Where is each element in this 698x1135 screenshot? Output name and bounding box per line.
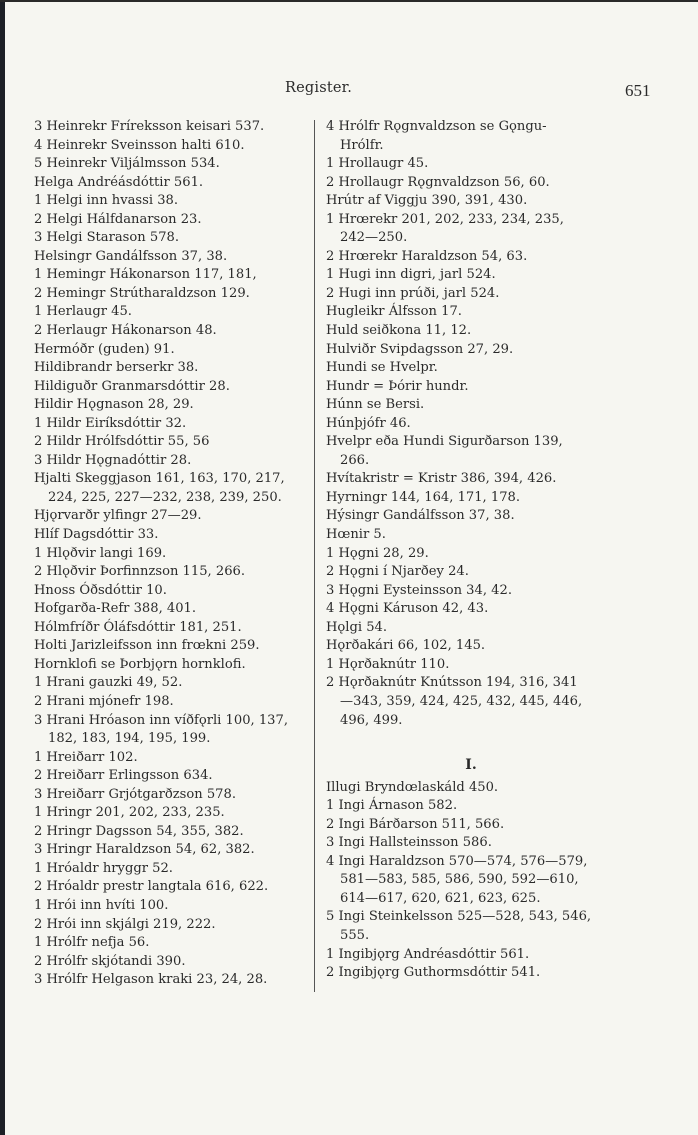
running-title: Register.: [285, 80, 353, 96]
index-entry: 1 Hildr Eiríksdóttir 32.: [34, 415, 187, 431]
index-entry: Hlíf Dagsdóttir 33.: [34, 527, 159, 543]
index-entry: 2 Hringr Dagsson 54, 355, 382.: [34, 823, 244, 839]
index-entry: Hœnir 5.: [326, 527, 386, 543]
index-entry: Húnn se Bersi.: [326, 397, 425, 413]
index-entry: 3 Hreiðarr Grjótgarðzson 578.: [34, 786, 236, 802]
index-entry: 2 Hlǫðvir Þorfinnzson 115, 266.: [34, 564, 246, 580]
index-entry: 1 Hǫgni 28, 29.: [326, 545, 429, 561]
index-entry: 2 Ingi Bárðarson 511, 566.: [326, 816, 505, 832]
index-entry: 2 Hemingr Strútharaldzson 129.: [34, 285, 250, 301]
index-entry: 2 Hróaldr prestr langtala 616, 622.: [34, 879, 269, 895]
index-entry: 1 Hrói inn hvíti 100.: [34, 897, 169, 913]
index-entry-continuation: 266.: [340, 452, 370, 468]
index-entry: Hjǫrvarðr ylfingr 27—29.: [34, 508, 202, 524]
index-entry: 1 Hǫrðaknútr 110.: [326, 656, 450, 672]
index-list-i: [326, 779, 616, 983]
index-entry: 5 Heinrekr Viljálmsson 534.: [34, 156, 220, 172]
index-entry: 3 Hildr Hǫgnadóttir 28.: [34, 452, 192, 468]
index-entry: 1 Hugi inn digri, jarl 524.: [326, 267, 496, 283]
index-column-right: [326, 118, 616, 983]
index-entry: 4 Heinrekr Sveinsson halti 610.: [34, 137, 245, 153]
index-entry: 3 Hrani Hróason inn víðfǫrli 100, 137,: [34, 712, 289, 728]
index-entry: Helsingr Gandálfsson 37, 38.: [34, 248, 228, 264]
index-entry: 1 Hrollaugr 45.: [326, 156, 429, 172]
index-entry-continuation: 224, 225, 227—232, 238, 239, 250.: [48, 489, 282, 505]
index-entry: 2 Hugi inn prúði, jarl 524.: [326, 285, 500, 301]
page-header: [0, 80, 698, 102]
index-entry: 5 Ingi Steinkelsson 525—528, 543, 546,: [326, 909, 592, 925]
index-entry: 2 Helgi Hálfdanarson 23.: [34, 211, 202, 227]
index-entry: 2 Ingibjǫrg Guthormsdóttir 541.: [326, 965, 541, 981]
index-entry: 1 Hrani gauzki 49, 52.: [34, 675, 183, 691]
index-entry: 2 Hrói inn skjálgi 219, 222.: [34, 916, 216, 932]
index-entry: Helga Andréásdóttir 561.: [34, 174, 204, 190]
index-entry: 4 Hrólfr Rǫgnvaldzson se Gǫngu-: [326, 119, 547, 134]
index-entry: Illugi Bryndœlaskáld 450.: [326, 779, 499, 795]
index-entry: 1 Hreiðarr 102.: [34, 749, 138, 765]
page-edge-top: [0, 0, 698, 2]
index-entry: 4 Hǫgni Káruson 42, 43.: [326, 601, 489, 617]
index-entry-continuation: 581—583, 585, 586, 590, 592—610,: [340, 872, 579, 888]
index-column-left: [34, 118, 310, 990]
index-entry: 1 Hróaldr hryggr 52.: [34, 860, 173, 876]
index-entry: Hundi se Hvelpr.: [326, 360, 438, 376]
index-entry: 3 Hrólfr Helgason kraki 23, 24, 28.: [34, 972, 268, 988]
index-entry: 3 Helgi Starason 578.: [34, 230, 180, 246]
index-entry: 2 Hǫgni í Njarðey 24.: [326, 564, 469, 580]
index-entry: 2 Hreiðarr Erlingsson 634.: [34, 768, 213, 784]
index-entry: 2 Hildr Hrólfsdóttir 55, 56: [34, 434, 210, 450]
index-entry: Holti Jarizleifsson inn frœkni 259.: [34, 638, 260, 654]
index-entry: 4 Ingi Haraldzson 570—574, 576—579,: [326, 853, 588, 869]
section-heading-i: I.: [465, 757, 477, 774]
page-edge-left: [0, 0, 5, 1135]
index-entry-continuation: 555.: [340, 927, 370, 943]
index-entry: 1 Helgi inn hvassi 38.: [34, 193, 179, 209]
index-entry: Hólmfríðr Óláfsdóttir 181, 251.: [34, 619, 242, 635]
index-entry: 1 Ingibjǫrg Andréasdóttir 561.: [326, 946, 530, 962]
index-entry-continuation: 182, 183, 194, 195, 199.: [48, 731, 211, 747]
index-entry: Hofgarða-Refr 388, 401.: [34, 601, 197, 617]
page-number: 651: [625, 81, 651, 100]
index-entry: 3 Heinrekr Fríreksson keisari 537.: [34, 119, 265, 134]
index-entry: Hugleikr Álfsson 17.: [326, 304, 462, 320]
index-entry: Hulviðr Svipdagsson 27, 29.: [326, 341, 514, 357]
index-entry: 2 Hrólfr skjótandi 390.: [34, 953, 186, 969]
index-entry-continuation: —343, 359, 424, 425, 432, 445, 446,: [340, 693, 583, 709]
index-entry: 1 Herlaugr 45.: [34, 304, 132, 320]
index-entry: 1 Hemingr Hákonarson 117, 181,: [34, 267, 257, 283]
index-entry: Hildiguðr Granmarsdóttir 28.: [34, 378, 230, 394]
index-entry: 2 Hrollaugr Rǫgnvaldzson 56, 60.: [326, 174, 550, 190]
index-entry: Hnoss Óðsdóttir 10.: [34, 582, 167, 598]
index-entry: 1 Hrœrekr 201, 202, 233, 234, 235,: [326, 211, 564, 227]
index-entry: Huld seiðkona 11, 12.: [326, 323, 472, 339]
index-entry: Hrútr af Viggju 390, 391, 430.: [326, 193, 528, 209]
column-divider: [314, 120, 315, 992]
index-entry: 3 Hringr Haraldzson 54, 62, 382.: [34, 842, 255, 858]
index-entry: 2 Herlaugr Hákonarson 48.: [34, 323, 217, 339]
index-entry: Hundr = Þórir hundr.: [326, 378, 469, 394]
index-list-h-continued: [326, 118, 616, 730]
index-entry-continuation: 242—250.: [340, 230, 408, 246]
index-entry-continuation: Hrólfr.: [340, 137, 384, 153]
index-entry: Hǫlgi 54.: [326, 619, 388, 635]
index-entry: 1 Ingi Árnason 582.: [326, 798, 458, 814]
index-entry: Hornklofi se Þorbjǫrn hornklofi.: [34, 656, 246, 672]
index-entry: Hýsingr Gandálfsson 37, 38.: [326, 508, 515, 524]
index-entry: Hildir Hǫgnason 28, 29.: [34, 397, 194, 413]
index-entry: Hvelpr eða Hundi Sigurðarson 139,: [326, 434, 563, 450]
index-entry: 3 Hǫgni Eysteinsson 34, 42.: [326, 582, 512, 598]
index-entry: Hermóðr (guden) 91.: [34, 341, 175, 357]
index-entry: Hildibrandr berserkr 38.: [34, 360, 199, 376]
index-entry: Hǫrðakári 66, 102, 145.: [326, 638, 486, 654]
index-entry: 1 Hringr 201, 202, 233, 235.: [34, 805, 225, 821]
index-entry: Hvítakristr = Kristr 386, 394, 426.: [326, 471, 557, 487]
index-entry: 2 Hrani mjónefr 198.: [34, 693, 174, 709]
index-entry: Húnþjófr 46.: [326, 415, 411, 431]
index-entry: 3 Ingi Hallsteinsson 586.: [326, 835, 492, 851]
index-entry: 2 Hǫrðaknútr Knútsson 194, 316, 341: [326, 675, 578, 691]
index-entry: Hyrningr 144, 164, 171, 178.: [326, 489, 521, 505]
index-entry: 1 Hlǫðvir langi 169.: [34, 545, 167, 561]
index-entry: 1 Hrólfr nefja 56.: [34, 935, 150, 951]
index-entry: Hjalti Skeggjason 161, 163, 170, 217,: [34, 471, 285, 487]
index-entry: 2 Hrœrekr Haraldzson 54, 63.: [326, 248, 528, 264]
index-entry-continuation: 614—617, 620, 621, 623, 625.: [340, 890, 541, 906]
index-entry-continuation: 496, 499.: [340, 712, 403, 728]
